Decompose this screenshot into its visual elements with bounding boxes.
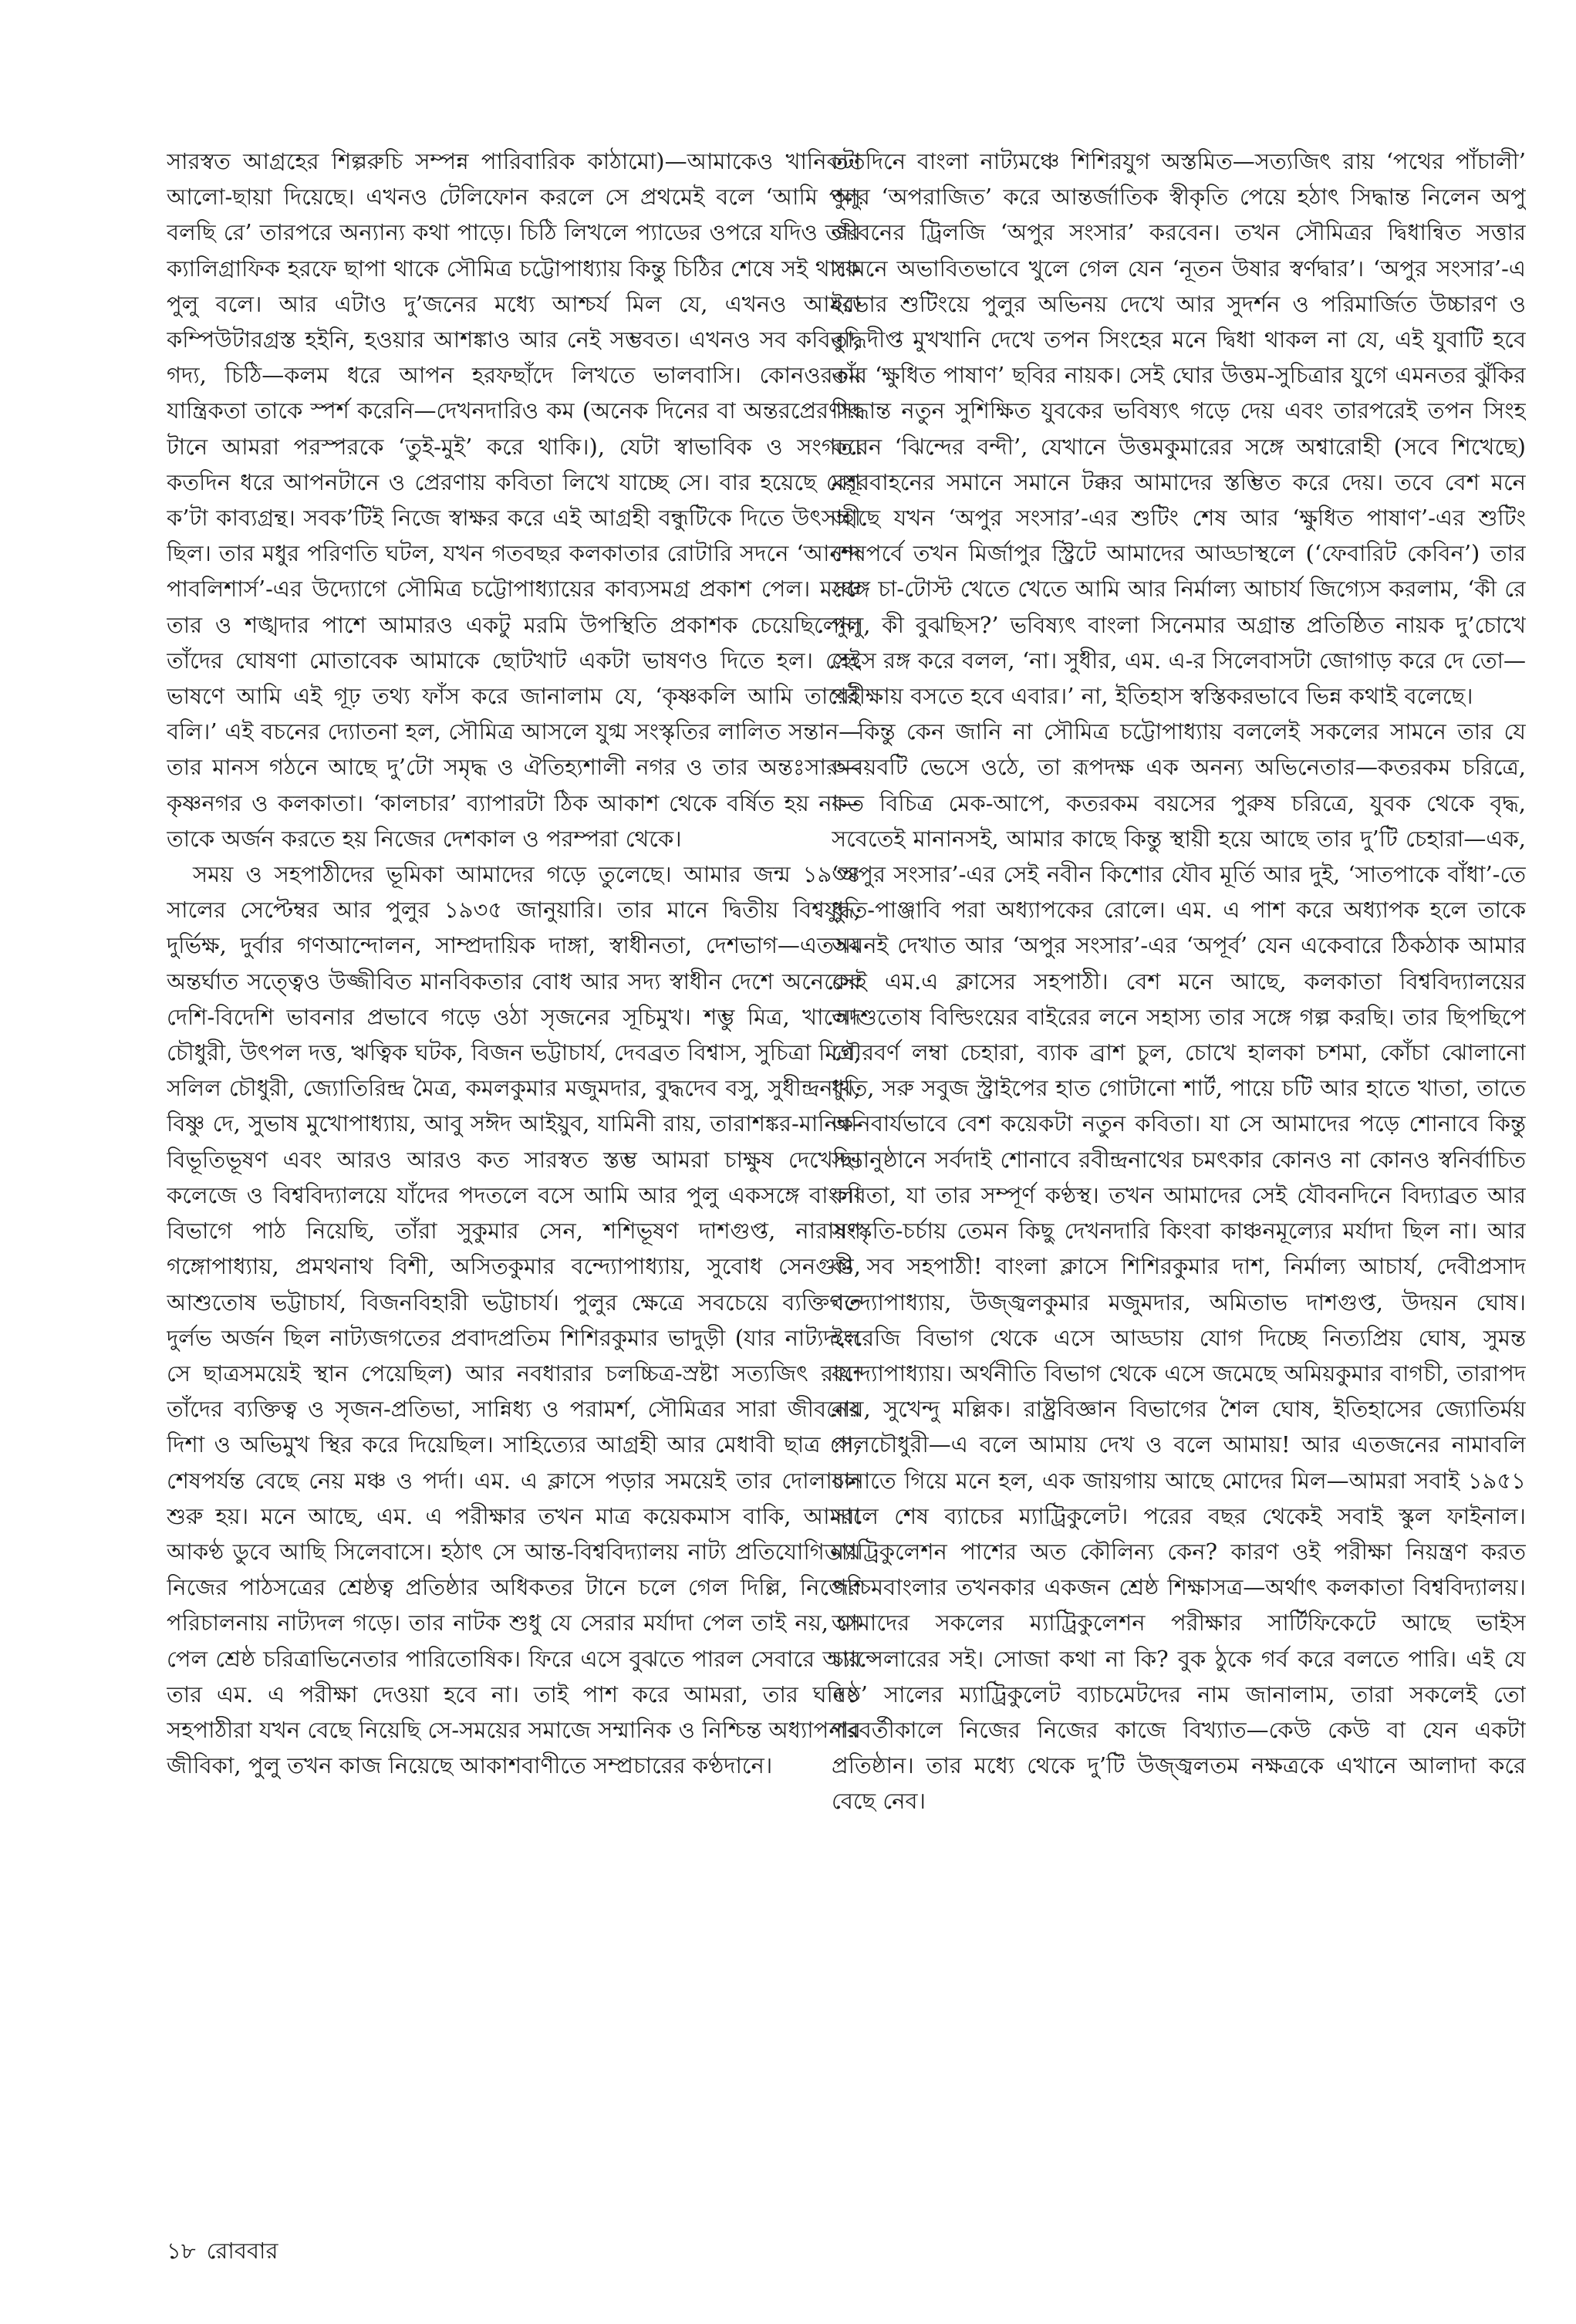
page-number: ১৮ <box>167 2238 196 2264</box>
article-paragraph: সময় ও সহপাঠীদের ভূমিকা আমাদের গড়ে তুলেছে। আমার জন্ম ১৯৩৪ সালের সেপ্টেম্বর আর পুলুর ১৯৩৫ জানুয়ারি। তার মানে দ্বিতীয় বিশ্বযুদ্ধ, দুর্ভিক্ষ, দুর্বার গণআন্দোলন, সাম্প্রদায়িক দাঙ্গা, স্বাধীনতা, দেশভাগ—এতসব অন্তর্ঘাত সত্ত্বেও উজ্জীবিত মানবিকতার বোধ আর সদ্য স্বাধীন দেশে অনেকের দেশি-বিদেশি ভাবনার প্রভাবে গড়ে ওঠা সৃজনের সূচিমুখ। শম্ভু মিত্র, খালেদ চৌধুরী, উৎপল দত্ত, ঋত্বিক ঘটক, বিজন ভট্টাচার্য, দেবব্রত বিশ্বাস, সুচিত্রা মিত্র, সলিল চৌধুরী, জ্যোতিরিন্দ্র মৈত্র, কমলকুমার মজুমদার, বুদ্ধদেব বসু, সুধীন্দ্রনাথ, বিষ্ণু দে, সুভাষ মুখোপাধ্যায়, আবু সঈদ আইয়ুব, যামিনী রায়, তারাশঙ্কর-মানিক-বিভূতিভূষণ এবং আরও আরও কত সারস্বত স্তম্ভ আমরা চাক্ষুষ দেখেছি। কলেজে ও বিশ্ববিদ্যালয়ে যাঁদের পদতলে বসে আমি আর পুলু একসঙ্গে বাংলা বিভাগে পাঠ নিয়েছি, তাঁরা সুকুমার সেন, শশিভূষণ দাশগুপ্ত, নারায়ণ গঙ্গোপাধ্যায়, প্রমথনাথ বিশী, অসিতকুমার বন্দ্যোপাধ্যায়, সুবোধ সেনগুপ্ত, আশুতোষ ভট্টাচার্য, বিজনবিহারী ভট্টাচার্য। পুলুর ক্ষেত্রে সবচেয়ে ব্যক্তিগত দুর্লভ অর্জন ছিল নাট্যজগতের প্রবাদপ্রতিম শিশিরকুমার ভাদুড়ী (যার নাট্যদলে সে ছাত্রসময়েই স্থান পেয়েছিল) আর নবধারার চলচ্চিত্র-স্রষ্টা সত্যজিৎ রায়। তাঁদের ব্যক্তিত্ব ও সৃজন-প্রতিভা, সান্নিধ্য ও পরামর্শ, সৌমিত্রর সারা জীবনের দিশা ও অভিমুখ স্থির করে দিয়েছিল। সাহিত্যের আগ্রহী আর মেধাবী ছাত্র সে, শেষপর্যন্ত বেছে নেয় মঞ্চ ও পর্দা। এম. এ ক্লাসে পড়ার সময়েই তার দোলাচল শুরু হয়। মনে আছে, এম. এ পরীক্ষার তখন মাত্র কয়েকমাস বাকি, আমরা আকণ্ঠ ডুবে আছি সিলেবাসে। হঠাৎ সে আন্ত-বিশ্ববিদ্যালয় নাট্য প্রতিযোগিতায় নিজের পাঠসত্রের শ্রেষ্ঠত্ব প্রতিষ্ঠার অধিকতর টানে চলে গেল দিল্লি, নিজের পরিচালনায় নাট্যদল গড়ে। তার নাটক শুধু যে সেরার মর্যাদা পেল তাই নয়, সে পেল শ্রেষ্ঠ চরিত্রাভিনেতার পারিতোষিক। ফিরে এসে বুঝতে পারল সেবারে আর তার এম. এ পরীক্ষা দেওয়া হবে না। তাই পাশ করে আমরা, তার ঘনিষ্ঠ সহপাঠীরা যখন বেছে নিয়েছি সে-সময়ের সমাজে সম্মানিক ও নিশ্চিন্ত অধ্যাপনার জীবিকা, পুলু তখন কাজ নিয়েছে আকাশবাণীতে সম্প্রচারের কণ্ঠদানে। <box>167 861 861 1779</box>
section-name: রোববার <box>206 2238 278 2264</box>
article-paragraph: ততদিনে বাংলা নাট্যমঞ্চে শিশিরযুগ অস্তমিত—সত্যজিৎ রায় ‘পথের পাঁচালী’ আর ‘অপরাজিত’ করে আন্তর্জাতিক স্বীকৃতি পেয়ে হঠাৎ সিদ্ধান্ত নিলেন অপু জীবনের ট্রিলজি ‘অপুর সংসার’ করবেন। তখন সৌমিত্রর দ্বিধান্বিত সত্তার সামনে অভাবিতভাবে খুলে গেল যেন ‘নূতন উষার স্বর্ণদ্বার’। ‘অপুর সংসার’-এ ইভোর শুটিংয়ে পুলুর অভিনয় দেখে আর সুদর্শন ও পরিমার্জিত উচ্চারণ ও বুদ্ধিদীপ্ত মুখখানি দেখে তপন সিংহের মনে দ্বিধা থাকল না যে, এই যুবাটি হবে তাঁর ‘ক্ষুধিত পাষাণ’ ছবির নায়ক। সেই ঘোর উত্তম-সুচিত্রার যুগে এমনতর ঝুঁকির সিদ্ধান্ত নতুন সুশিক্ষিত যুবকের ভবিষ্যৎ গড়ে দেয় এবং তারপরেই তপন সিংহ করেন ‘ঝিন্দের বন্দী’, যেখানে উত্তমকুমারের সঙ্গে অশ্বারোহী (সবে শিখেছে) ময়ূরবাহনের সমানে সমানে টক্কর আমাদের স্তম্ভিত করে দেয়। তবে বেশ মনে আছে যখন ‘অপুর সংসার’-এর শুটিং শেষ আর ‘ক্ষুধিত পাষাণ’-এর শুটিং শেষপর্বে তখন মির্জাপুর স্ট্রিটে আমাদের আড্ডাস্থলে (‘ফেবারিট কেবিন’) তার সঙ্গে চা-টোস্ট খেতে খেতে আমি আর নির্মাল্য আচার্য জিগ্যেস করলাম, ‘কী রে পুলু, কী বুঝছিস?’ ভবিষ্যৎ বাংলা সিনেমার অগ্রান্ত প্রতিষ্ঠিত নায়ক দু’চোখে হেসে রঙ্গ করে বলল, ‘না। সুধীর, এম. এ-র সিলেবাসটা জোগাড় করে দে তো—পরীক্ষায় বসতে হবে এবার।’ না, ইতিহাস স্বস্তিকরভাবে ভিন্ন কথাই বলেছে। <box>832 148 1526 710</box>
page-footer <box>167 2235 289 2266</box>
article-column-left <box>167 144 861 2180</box>
article-column-right <box>832 144 1526 2180</box>
article-paragraph: কিন্তু কেন জানি না সৌমিত্র চট্টোপাধ্যায় বললেই সকলের সামনে তার যে অবয়বটি ভেসে ওঠে, তা রূপদক্ষ এক অনন্য অভিনেতার—কতরকম চরিত্রে, কত বিচিত্র মেক-আপে, কতরকম বয়সের পুরুষ চরিত্রে, যুবক থেকে বৃদ্ধ, সবেতেই মানানসই, আমার কাছে কিন্তু স্থায়ী হয়ে আছে তার দু’টি চেহারা—এক, ‘অপুর সংসার’-এর সেই নবীন কিশোর যৌব মূর্তি আর দুই, ‘সাতপাকে বাঁধা’-তে ধুতি-পাঞ্জাবি পরা অধ্যাপকের রোলে। এম. এ পাশ করে অধ্যাপক হলে তাকে অমনই দেখাত আর ‘অপুর সংসার’-এর ‘অপূর্ব’ যেন একেবারে ঠিকঠাক আমার সেই এম.এ ক্লাসের সহপাঠী। বেশ মনে আছে, কলকাতা বিশ্ববিদ্যালয়ের আশুতোষ বিল্ডিংয়ের বাইরের লনে সহাস্য তার সঙ্গে গল্প করছি। তার ছিপছিপে গৌরবর্ণ লম্বা চেহারা, ব্যাক ব্রাশ চুল, চোখে হালকা চশমা, কোঁচা ঝোলানো ধুতি, সরু সবুজ স্ট্রাইপের হাত গোটানো শার্ট, পায়ে চটি আর হাতে খাতা, তাতে অনিবার্যভাবে বেশ কয়েকটা নতুন কবিতা। যা সে আমাদের পড়ে শোনাবে কিন্তু সভানুষ্ঠানে সর্বদাই শোনাবে রবীন্দ্রনাথের চমৎকার কোনও না কোনও স্বনির্বাচিত কবিতা, যা তার সম্পূর্ণ কণ্ঠস্থ। তখন আমাদের সেই যৌবনদিনে বিদ্যাব্রত আর সংস্কৃতি-চর্চায় তেমন কিছু দেখনদারি কিংবা কাঞ্চনমূল্যের মর্যাদা ছিল না। আর কী সব সহপাঠী! বাংলা ক্লাসে শিশিরকুমার দাশ, নির্মাল্য আচার্য, দেবীপ্রসাদ বন্দ্যোপাধ্যায়, উজ্জ্বলকুমার মজুমদার, অমিতাভ দাশগুপ্ত, উদয়ন ঘোষ। ইংরেজি বিভাগ থেকে এসে আড্ডায় যোগ দিচ্ছে নিত্যপ্রিয় ঘোষ, সুমন্ত বন্দ্যোপাধ্যায়। অর্থনীতি বিভাগ থেকে এসে জমেছে অমিয়কুমার বাগচী, তারাপদ রায়, সুখেন্দু মল্লিক। রাষ্ট্রবিজ্ঞান বিভাগের শৈল ঘোষ, ইতিহাসের জ্যোতির্ময় পালচৌধুরী—এ বলে আমায় দেখ ও বলে আমায়! আর এতজনের নামাবলি বানাতে গিয়ে মনে হল, এক জায়গায় আছে মোদের মিল—আমরা সবাই ১৯৫১ সালে শেষ ব্যাচের ম্যাট্রিকুলেট। পরের বছর থেকেই সবাই স্কুল ফাইনাল। ম্যাট্রিকুলেশন পাশের অত কৌলিন্য কেন? কারণ ওই পরীক্ষা নিয়ন্ত্রণ করত পশ্চিমবাংলার তখনকার একজন শ্রেষ্ঠ শিক্ষাসত্র—অর্থাৎ কলকাতা বিশ্ববিদ্যালয়। আমাদের সকলের ম্যাট্রিকুলেশন পরীক্ষার সার্টিফিকেটে আছে ভাইস চ্যান্সেলারের সই। সোজা কথা না কি? বুক ঠুকে গর্ব করে বলতে পারি। এই যে ৫১’ সালের ম্যাট্রিকুলেট ব্যাচমেটদের নাম জানালাম, তারা সকলেই তো পরবর্তীকালে নিজের নিজের কাজে বিখ্যাত—কেউ কেউ বা যেন একটা প্রতিষ্ঠান। তার মধ্যে থেকে দু’টি উজ্জ্বলতম নক্ষত্রকে এখানে আলাদা করে বেছে নেব। <box>832 718 1526 1815</box>
article-paragraph: সারস্বত আগ্রহের শিল্পরুচি সম্পন্ন পারিবারিক কাঠামো)—আমাকেও খানিকটা আলো-ছায়া দিয়েছে। এখনও টেলিফোন করলে সে প্রথমেই বলে ‘আমি পুলু বলছি রে’ তারপরে অন্যান্য কথা পাড়ে। চিঠি লিখলে প্যাডের ওপরে যদিও তার ক্যালিগ্রাফিক হরফে ছাপা থাকে সৌমিত্র চট্টোপাধ্যায় কিন্তু চিঠির শেষে সই থাকে পুলু বলে। আর এটাও দু’জনের মধ্যে আশ্চর্য মিল যে, এখনও আমরা কম্পিউটারগ্রস্ত হইনি, হওয়ার আশঙ্কাও আর নেই সম্ভবত। এখনও সব কবিতা, গদ্য, চিঠি—কলম ধরে আপন হরফছাঁদে লিখতে ভালবাসি। কোনওরকম যান্ত্রিকতা তাকে স্পর্শ করেনি—দেখনদারিও কম (অনেক দিনের বা অন্তরপ্রেরণার টানে আমরা পরস্পরকে ‘তুই-মুই’ করে থাকি।), যেটা স্বাভাবিক ও সংগত। কতদিন ধরে আপনটানে ও প্রেরণায় কবিতা লিখে যাচ্ছে সে। বার হয়েছে বেশ ক’টা কাব্যগ্রন্থ। সবক’টিই নিজে স্বাক্ষর করে এই আগ্রহী বন্ধুটিকে দিতে উৎসাহী ছিল। তার মধুর পরিণতি ঘটল, যখন গতবছর কলকাতার রোটারি সদনে ‘আনন্দ পাবলিশার্স’-এর উদ্যোগে সৌমিত্র চট্টোপাধ্যায়ের কাব্যসমগ্র প্রকাশ পেল। মঞ্চে তার ও শঙ্খদার পাশে আমারও একটু মরমি উপস্থিতি প্রকাশক চেয়েছিলেন। তাঁদের ঘোষণা মোতাবেক আমাকে ছোটখাট একটা ভাষণও দিতে হল। সেই ভাষণে আমি এই গূঢ় তথ্য ফাঁস করে জানালাম যে, ‘কৃষ্ণকলি আমি তারেই বলি।’ এই বচনের দ্যোতনা হল, সৌমিত্র আসলে যুগ্ম সংস্কৃতির লালিত সন্তান—তার মানস গঠনে আছে দু’টো সমৃদ্ধ ও ঐতিহ্যশালী নগর ও তার অন্তঃসার—কৃষ্ণনগর ও কলকাতা। ‘কালচার’ ব্যাপারটা ঠিক আকাশ থেকে বর্ষিত হয় না—তাকে অর্জন করতে হয় নিজের দেশকাল ও পরম্পরা থেকে। <box>167 148 861 852</box>
